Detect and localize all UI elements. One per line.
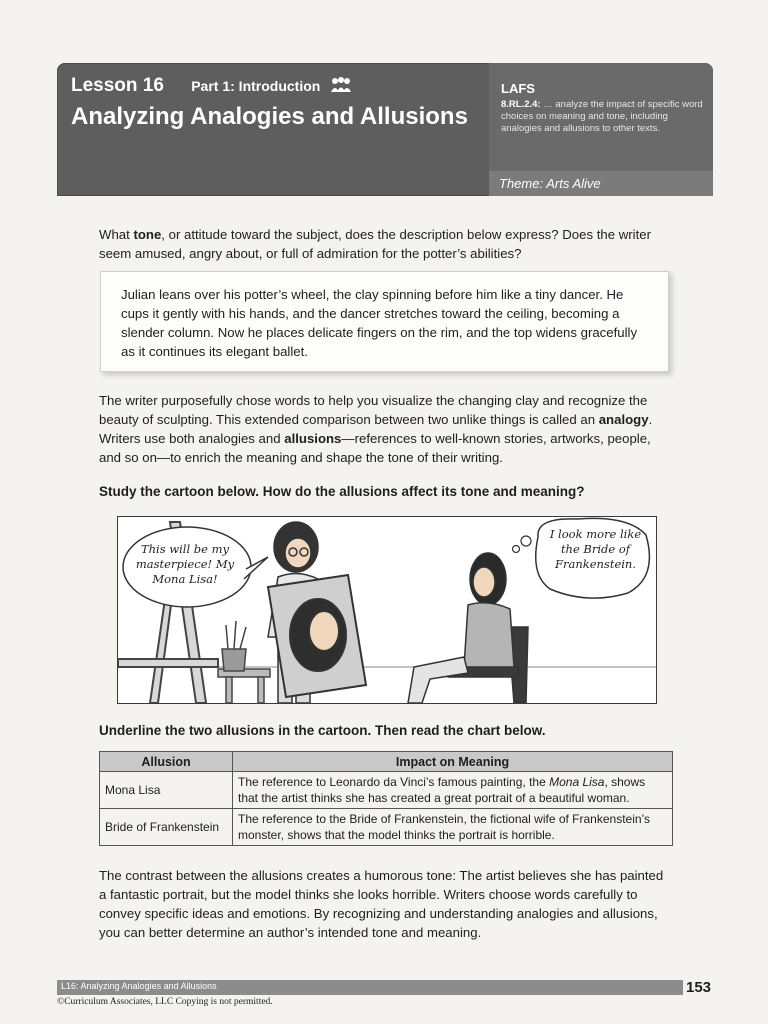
impact-description: [233, 772, 673, 809]
group-people-icon: [330, 76, 352, 94]
model-figure: [408, 553, 528, 703]
standards-panel: [489, 63, 713, 171]
study-prompt: Study the cartoon below. How do the allusions affect its tone and meaning?: [99, 484, 585, 499]
allusion-name: Bride of Frankenstein: [100, 809, 233, 846]
bold-term: analogy: [598, 412, 649, 427]
potter-excerpt: Julian leans over his potter’s wheel, the clay spinning before him like a tiny dancer. He cups it gently with his hands, and the dancer stretches toward the ceiling, becoming a slender column. Now he places delicate fingers on the rim, and the top widens gracefully as it continues its elegant ballet.: [121, 287, 638, 359]
tone-question: [99, 225, 671, 263]
bold-term: allusions: [284, 431, 342, 446]
table-row: [100, 809, 673, 846]
lesson-heading: [57, 63, 487, 171]
theme-strip: [489, 171, 713, 196]
text-run: —references to well-known stories, artworks, people, and so on—to enrich the meaning and shape the tone of their writing.: [99, 431, 651, 465]
column-header-allusion: Allusion: [100, 752, 233, 772]
model-thought: I look more like the Bride of Frankenstein.: [549, 527, 642, 571]
standard-text: … analyze the impact of specific word choices on meaning and tone, including analogies and allusions to other texts.: [501, 99, 703, 134]
text-run: The reference to the Bride of Frankenstein, the fictional wife of Frankenstein’s monster, shows that the model thinks the portrait is horrible.: [238, 812, 650, 842]
part-label: Part 1: Introduction: [191, 78, 321, 94]
cartoon-illustration: [117, 516, 657, 704]
text-run: The writer purposefully chose words to help you visualize the changing clay and recognize the beauty of sculpting. This extended comparison between two unlike things is called an: [99, 393, 648, 427]
lesson-title: Analyzing Analogies and Allusions: [71, 103, 468, 130]
italic-title: Mona Lisa: [549, 775, 605, 789]
copyright-notice: ©Curriculum Associates, LLC Copying is not permitted.: [57, 997, 273, 1007]
text-run: , shows that the artist thinks she has created a great portrait of a beautiful woman.: [238, 775, 646, 805]
excerpt-box: [100, 271, 669, 372]
standard-code: 8.RL.2.4:: [501, 99, 541, 110]
lesson-number: Lesson 16: [71, 75, 164, 96]
footer-bar: [57, 980, 683, 995]
allusion-chart: [99, 751, 673, 846]
artist-speech: This will be my masterpiece! My Mona Lisa!: [135, 542, 235, 586]
conclusion-paragraph: The contrast between the allusions creates a humorous tone: The artist believes she has painted a fantastic portrait, but the model thinks she looks horrible. Writers choose words carefully to convey specific ideas and emotions. By recognizing and understanding analogies and allusions, you can better determine an author’s intended tone and meaning.: [99, 868, 664, 940]
text-run: , or attitude toward the subject, does the description below express? Does the writer seem amused, angry about, or full of admiration for the potter’s abilities?: [99, 227, 651, 261]
underline-prompt: Underline the two allusions in the cartoon. Then read the chart below.: [99, 723, 546, 738]
theme-label: Theme: Arts Alive: [499, 176, 601, 191]
text-run: . Writers use both analogies and: [99, 412, 653, 446]
impact-description: [233, 809, 673, 846]
column-header-impact: Impact on Meaning: [233, 752, 673, 772]
allusion-name: Mona Lisa: [100, 772, 233, 809]
text-run: The reference to Leonardo da Vinci’s famous painting, the: [238, 775, 550, 789]
page-number: 153: [686, 979, 712, 996]
portrait-canvas: [268, 575, 366, 697]
text-run: What: [99, 227, 134, 242]
chart-header-row: [100, 752, 673, 772]
lesson-line: [71, 75, 352, 97]
lesson-banner: [57, 63, 713, 196]
lafs-label: LAFS: [501, 81, 535, 96]
standard-description: [501, 99, 707, 135]
bold-term: tone: [133, 227, 162, 242]
analogy-explanation: [99, 391, 671, 467]
paint-table-drawing: [218, 621, 270, 703]
table-row: [100, 772, 673, 809]
running-footer-label: L16: Analyzing Analogies and Allusions: [61, 981, 217, 991]
